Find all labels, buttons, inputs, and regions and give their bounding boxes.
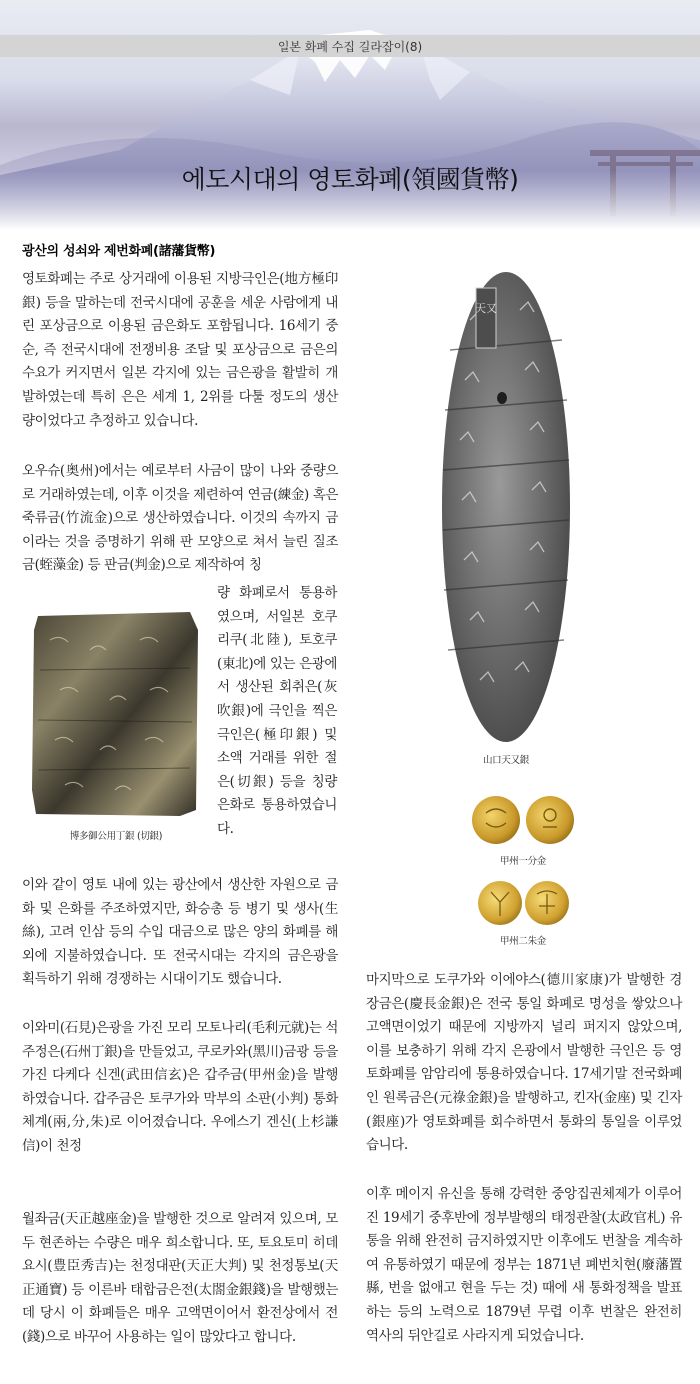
koshu-nishukin-image xyxy=(477,880,570,926)
paragraph-2: 오우슈(奥州)에서는 예로부터 사금이 많이 나와 중량으로 거래하였는데, 이후 이것을 제련하여 연금(練金) 혹은 죽류금(竹流金)으로 생산하였습니다. 이것의 속까지 금이라는 것을 증명하기 위해 판 모양으로 쳐서 늘린 질조금(蛭藻金) 등 판금(判金)으로 제작하여 칭 xyxy=(22,463,338,574)
koshu-ichibukin-image xyxy=(471,795,575,845)
silver-plate-image xyxy=(30,610,202,820)
caption-oval-coin: 山口天又銀 xyxy=(482,755,529,766)
section-heading: 광산의 성쇠와 제번화폐(諸藩貨幣) xyxy=(22,244,216,259)
paragraph-1: 영토화폐는 주로 상거래에 이용된 지방극인은(地方極印銀) 등을 말하는데 전국시대에 공훈을 세운 사람에게 내린 포상금으로 이용된 금은화도 포함됩니다. 16세기 중순, 즉 전국시대에 전쟁비용 조달 및 포상금으로 금은의 수요가 커지면서 일본 각지에 있는 금은광을 활발히 개발하였는데 특히 은은 세계 1, 2위를 다툴 정도의 생산량이었다고 추정하고 있습니다. xyxy=(22,271,338,429)
caption-gold-2: 甲州二朱金 xyxy=(499,936,546,947)
paragraph-4: 이와미(石見)은광을 가진 모리 모토나리(毛利元就)는 석주정은(石州丁銀)을 만들었고, 쿠로카와(黑川)금광 등을 가진 다케다 신겐(武田信玄)은 갑주금(甲州金)을 발행하였습니다. 갑주금은 토쿠가와 막부의 소판(小判) 통화 체계(兩,分,朱)로 이어졌습니다. 우에스기 겐신(上杉謙信)이 천정 xyxy=(22,1020,338,1154)
page-title: 에도시대의 영토화폐(領國貨幣) xyxy=(181,165,519,194)
series-label: 일본 화폐 수집 길라잡이(8) xyxy=(277,39,423,54)
coin-stamp-text: 天又 xyxy=(475,302,497,315)
oval-silver-coin-image xyxy=(440,270,572,745)
paragraph-7: 이후 메이지 유신을 통해 강력한 중앙집권체제가 이루어진 19세기 중후반에 정부발행의 태정관찰(太政官札) 유통을 위해 완전히 금지하였지만 이후에도 번찰을 계속하여 유통하였기 때문에 정부는 1871년 폐번치현(廢藩置縣, 번을 없애고 현을 두는 것) 때에 새 통화정책을 발표하는 등의 노력으로 1879년 무렵 이후 번찰은 완전히 역사의 뒤안길로 사라지게 되었습니다. xyxy=(366,1186,682,1344)
caption-silver-plate: 博多御公用丁銀 (切銀) xyxy=(69,831,163,842)
paragraph-5: 월좌금(天正越座金)을 발행한 것으로 알려져 있으며, 모두 현존하는 수량은 매우 희소합니다. 또, 토요토미 히데요시(豊臣秀吉)는 천정대판(天正大判) 및 천정통보(天正通寶) 등 이른바 태합금은전(太閤金銀錢)을 발행했는데 당시 이 화폐들은 매우 고액면이어서 환전상에서 전(錢)으로 바꾸어 사용하는 일이 많았다고 합니다. xyxy=(22,1211,338,1345)
caption-gold-1: 甲州一分金 xyxy=(499,856,546,867)
paragraph-2-wrap: 량 화폐로서 통용하였으며, 서일본 호쿠리쿠(北陸), 토호쿠(東北)에 있는 은광에서 생산된 회취은(灰吹銀)에 극인을 찍은 극인은(極印銀) 및 소액 거래를 위한 절은(切銀) 등을 칭량 은화로 통용하였습니다. xyxy=(217,585,337,837)
paragraph-6: 마지막으로 도쿠가와 이에야스(德川家康)가 발행한 경장금은(慶長金銀)은 전국 통일 화폐로 명성을 쌓았으나 고액면이었기 때문에 지방까지 널리 퍼지지 않았으며, 이를 보충하기 위해 각지 은광에서 발행한 극인은 등 영토화폐를 암암리에 통용하였습니다. 17세기말 전국화폐인 원록금은(元祿金銀)을 발행하고, 킨자(金座) 및 긴자(銀座)가 영토화폐를 회수하면서 통화의 통일을 이루었습니다. xyxy=(366,972,682,1154)
series-header-bar xyxy=(0,35,700,57)
paragraph-3: 이와 같이 영토 내에 있는 광산에서 생산한 자원으로 금화 및 은화를 주조하였지만, 화승총 등 병기 및 생사(生絲), 고려 인삼 등의 수입 대금으로 많은 양의 화폐를 해외에 지불하였습니다. 또 전국시대는 각지의 금은광을 획득하기 위해 경쟁하는 시대이기도 했습니다. xyxy=(22,877,338,988)
